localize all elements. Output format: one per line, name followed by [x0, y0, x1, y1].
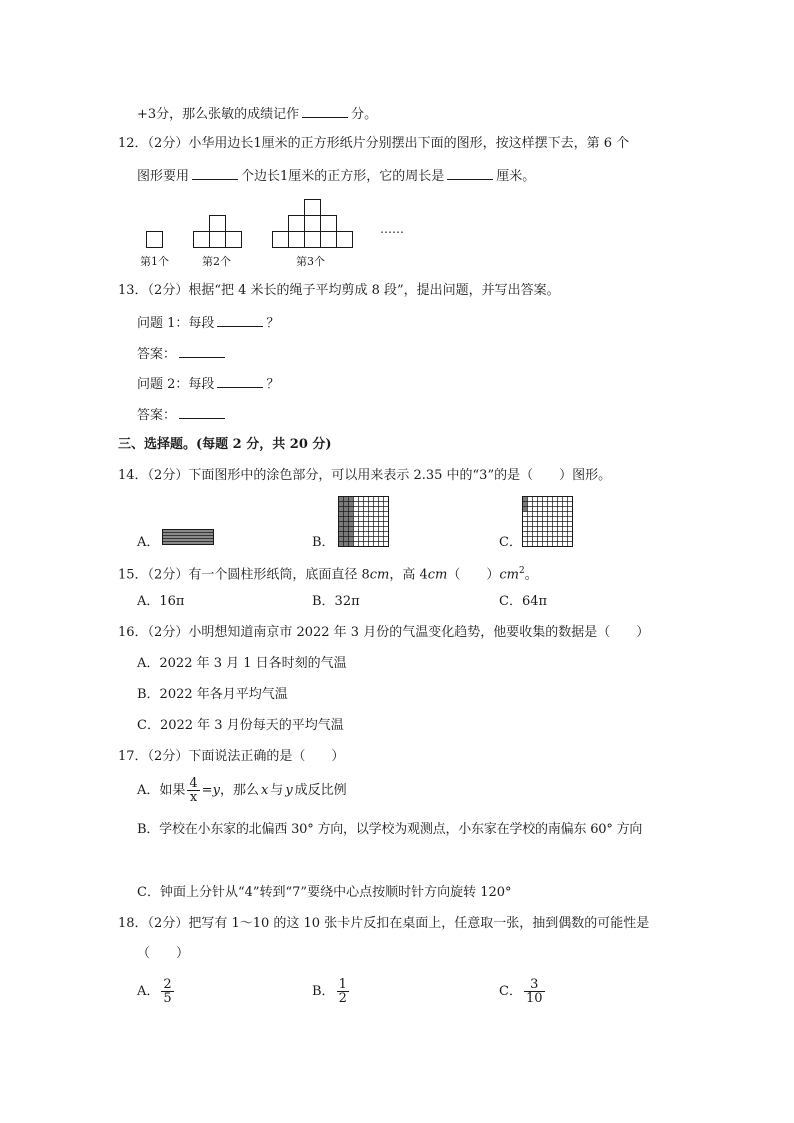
grid-cell: [558, 502, 563, 507]
grid-cell: [543, 527, 548, 532]
grid-cell: [543, 507, 548, 512]
grid-cell: [364, 507, 369, 512]
figure-label-1: 第1个: [140, 255, 169, 268]
grid-cell: [543, 497, 548, 502]
grid-cell: [558, 527, 563, 532]
grid-cell: [349, 522, 354, 527]
grid-cell: [374, 517, 379, 522]
grid-cell: [523, 537, 528, 542]
square-tile: [226, 232, 242, 248]
grid-cell: [349, 512, 354, 517]
q11-line: +3分，那么张敏的成绩记作 分。: [137, 104, 377, 124]
grid-cell: [568, 532, 573, 537]
grid-cell: [349, 527, 354, 532]
grid-cell: [543, 537, 548, 542]
grid-cell: [349, 507, 354, 512]
grid-cell: [369, 502, 374, 507]
grid-cell: [364, 532, 369, 537]
grid-cell: [563, 512, 568, 517]
grid-cell: [553, 532, 558, 537]
grid-cell: [553, 522, 558, 527]
grid-cell: [548, 512, 553, 517]
grid-cell: [548, 532, 553, 537]
grid-cell: [528, 512, 533, 517]
grid-cell: [523, 512, 528, 517]
grid-cell: [339, 527, 344, 532]
grid-cell: [354, 507, 359, 512]
grid-cell: [558, 542, 563, 547]
square-tile: [210, 216, 226, 232]
grid-cell: [374, 537, 379, 542]
figure-label-2: 第2个: [202, 255, 231, 268]
grid-cell: [339, 502, 344, 507]
grid-cell: [553, 507, 558, 512]
grid-cell: [344, 497, 349, 502]
grid-cell: [354, 502, 359, 507]
grid-cell: [369, 542, 374, 547]
grid-cell: [543, 502, 548, 507]
grid-cell: [553, 517, 558, 522]
q16-option-a[interactable]: A．2022 年 3 月 1 日各时刻的气温: [137, 656, 347, 671]
q18-stem: 18．（2分）把写有 1～10 的这 10 张卡片反扣在桌面上，任意取一张，抽到偶数的可能性是: [118, 916, 650, 931]
square-tile: [210, 232, 226, 248]
grid-cell: [533, 497, 538, 502]
q16-stem: 16．（2分）小明想知道南京市 2022 年 3 月份的气温变化趋势，他要收集的数据是（ ）: [118, 625, 650, 640]
grid-cell: [369, 522, 374, 527]
grid-cell: [558, 532, 563, 537]
grid-cell: [379, 507, 384, 512]
q18-paren: （ ）: [137, 946, 190, 961]
grid-cell: [523, 542, 528, 547]
grid-cell: [538, 517, 543, 522]
option-b-hundred-grid[interactable]: [338, 496, 390, 548]
square-tile: [289, 216, 305, 232]
grid-cell: [533, 512, 538, 517]
grid-cell: [344, 527, 349, 532]
grid-cell: [548, 537, 553, 542]
grid-cell: [563, 507, 568, 512]
q13-stem: 13．（2分）根据“把 4 米长的绳子平均剪成 8 段”，提出问题，并写出答案。: [118, 283, 560, 298]
grid-cell: [553, 502, 558, 507]
grid-cell: [523, 532, 528, 537]
grid-cell: [384, 502, 389, 507]
grid-cell: [364, 542, 369, 547]
grid-cell: [548, 502, 553, 507]
grid-cell: [379, 512, 384, 517]
grid-cell: [553, 527, 558, 532]
q12-stem: 12．（2分）小华用边长1厘米的正方形纸片分别摆出下面的图形，按这样摆下去，第 6 个: [118, 136, 630, 151]
grid-cell: [364, 517, 369, 522]
grid-cell: [374, 497, 379, 502]
grid-cell: [548, 507, 553, 512]
grid-cell: [523, 517, 528, 522]
grid-cell: [349, 497, 354, 502]
grid-cell: [538, 532, 543, 537]
grid-cell: [568, 497, 573, 502]
grid-cell: [533, 507, 538, 512]
grid-cell: [369, 512, 374, 517]
grid-cell: [568, 527, 573, 532]
ellipsis: ……: [380, 222, 404, 236]
grid-cell: [369, 507, 374, 512]
grid-cell: [369, 497, 374, 502]
grid-cell: [528, 517, 533, 522]
grid-cell: [384, 542, 389, 547]
grid-cell: [384, 512, 389, 517]
grid-cell: [533, 522, 538, 527]
grid-cell: [374, 542, 379, 547]
square-tile: [305, 216, 321, 232]
grid-cell: [354, 527, 359, 532]
q14-option-c-label[interactable]: C．: [499, 535, 522, 550]
grid-cell: [349, 542, 354, 547]
square-tile: [305, 232, 321, 248]
grid-cell: [374, 512, 379, 517]
grid-cell: [344, 502, 349, 507]
grid-cell: [359, 532, 364, 537]
grid-cell: [563, 522, 568, 527]
grid-cell: [568, 512, 573, 517]
grid-cell: [359, 517, 364, 522]
grid-cell: [359, 512, 364, 517]
grid-cell: [533, 527, 538, 532]
grid-cell: [548, 517, 553, 522]
grid-cell: [379, 532, 384, 537]
grid-cell: [548, 527, 553, 532]
grid-cell: [553, 542, 558, 547]
grid-cell: [344, 537, 349, 542]
q14-stem: 14．（2分）下面图形中的涂色部分，可以用来表示 2.35 中的“3”的是（ ）图形。: [118, 468, 612, 483]
grid-cell: [523, 502, 528, 507]
grid-cell: [543, 517, 548, 522]
answer-blank[interactable]: [217, 374, 263, 388]
grid-cell: [528, 522, 533, 527]
grid-cell: [384, 532, 389, 537]
q17-option-b[interactable]: B．学校在小东家的北偏西 30° 方向，以学校为观测点，小东家在学校的南偏东 60° 方向: [137, 822, 643, 837]
grid-cell: [369, 532, 374, 537]
grid-cell: [548, 522, 553, 527]
grid-cell: [339, 537, 344, 542]
grid-cell: [538, 507, 543, 512]
square-tile: [321, 232, 337, 248]
grid-cell: [354, 542, 359, 547]
grid-cell: [344, 517, 349, 522]
grid-cell: [359, 502, 364, 507]
grid-cell: [528, 507, 533, 512]
square-tile: [147, 232, 163, 248]
grid-cell: [354, 517, 359, 522]
grid-cell: [553, 497, 558, 502]
grid-cell: [359, 507, 364, 512]
q15-option-c[interactable]: C．64π: [499, 594, 548, 609]
q15-stem: 15．（2分）有一个圆柱形纸筒，底面直径 8cm，高 4cm（ ）$cm^2$。: [118, 566, 538, 583]
grid-cell: [364, 522, 369, 527]
grid-cell: [364, 502, 369, 507]
grid-cell: [339, 512, 344, 517]
grid-cell: [339, 517, 344, 522]
grid-cell: [384, 522, 389, 527]
grid-cell: [543, 532, 548, 537]
grid-cell: [523, 522, 528, 527]
square-tile: [273, 232, 289, 248]
grid-cell: [568, 507, 573, 512]
grid-cell: [528, 527, 533, 532]
grid-cell: [563, 527, 568, 532]
grid-cell: [384, 517, 389, 522]
grid-cell: [359, 537, 364, 542]
grid-cell: [563, 502, 568, 507]
answer-blank[interactable]: [447, 166, 493, 180]
answer-blank[interactable]: [179, 405, 225, 419]
grid-cell: [523, 527, 528, 532]
grid-cell: [538, 542, 543, 547]
grid-cell: [548, 542, 553, 547]
grid-cell: [533, 542, 538, 547]
grid-cell: [528, 497, 533, 502]
grid-cell: [349, 537, 354, 542]
grid-cell: [339, 532, 344, 537]
grid-cell: [538, 512, 543, 517]
grid-cell: [374, 522, 379, 527]
q13-question-1: 问题 1：每段 ？: [137, 313, 279, 333]
grid-cell: [359, 542, 364, 547]
grid-cell: [538, 537, 543, 542]
grid-cell: [349, 502, 354, 507]
grid-cell: [349, 532, 354, 537]
answer-blank[interactable]: [192, 166, 238, 180]
grid-cell: [344, 532, 349, 537]
answer-blank[interactable]: [179, 344, 225, 358]
q18-option-c[interactable]: C． $\frac{3}{10}$: [499, 977, 543, 1006]
grid-cell: [558, 522, 563, 527]
grid-cell: [543, 522, 548, 527]
q18-option-b[interactable]: B． $\frac{1}{2}$: [312, 977, 347, 1006]
q18-option-a[interactable]: A． $\frac{2}{5}$: [137, 977, 172, 1006]
grid-cell: [384, 537, 389, 542]
grid-cell: [339, 542, 344, 547]
grid-cell: [339, 497, 344, 502]
grid-cell: [528, 537, 533, 542]
grid-cell: [558, 497, 563, 502]
q16-option-b[interactable]: B．2022 年各月平均气温: [137, 687, 288, 702]
grid-cell: [528, 542, 533, 547]
grid-cell: [533, 517, 538, 522]
square-tile: [194, 232, 210, 248]
grid-cell: [558, 537, 563, 542]
grid-cell: [369, 527, 374, 532]
grid-cell: [354, 522, 359, 527]
grid-cell: [339, 522, 344, 527]
grid-cell: [528, 532, 533, 537]
q13-answer-1: 答案：: [137, 344, 228, 364]
grid-cell: [364, 537, 369, 542]
grid-cell: [359, 527, 364, 532]
grid-cell: [523, 507, 528, 512]
grid-cell: [344, 512, 349, 517]
q15-option-b[interactable]: B．32π: [312, 594, 360, 609]
q14-option-b-label[interactable]: B．: [312, 535, 335, 550]
grid-cell: [379, 542, 384, 547]
section-title: 三、选择题。(每题 2 分，共 20 分): [118, 437, 332, 452]
square-tile: [337, 232, 353, 248]
grid-cell: [374, 502, 379, 507]
q17-option-c[interactable]: C．钟面上分针从“4”转到“7”要绕中心点按顺时针方向旋转 120°: [137, 885, 512, 900]
q13-question-2: 问题 2：每段 ？: [137, 374, 279, 394]
q14-option-a-label[interactable]: A．: [137, 535, 160, 550]
grid-cell: [379, 522, 384, 527]
grid-cell: [354, 497, 359, 502]
grid-cell: [364, 527, 369, 532]
grid-cell: [533, 532, 538, 537]
grid-cell: [553, 537, 558, 542]
grid-cell: [538, 527, 543, 532]
grid-cell: [379, 537, 384, 542]
grid-cell: [354, 512, 359, 517]
grid-cell: [364, 512, 369, 517]
grid-cell: [354, 532, 359, 537]
grid-cell: [563, 497, 568, 502]
figure-label-3: 第3个: [296, 255, 325, 268]
grid-cell: [568, 502, 573, 507]
grid-cell: [374, 507, 379, 512]
grid-cell: [538, 502, 543, 507]
grid-cell: [548, 497, 553, 502]
q17-stem: 17．（2分）下面说法正确的是（ ）: [118, 749, 345, 764]
square-tile: [305, 200, 321, 216]
grid-cell: [379, 517, 384, 522]
grid-cell: [354, 537, 359, 542]
fraction: $\frac{1}{2}$: [338, 977, 347, 1006]
grid-cell: [379, 497, 384, 502]
grid-cell: [558, 517, 563, 522]
q15-option-a[interactable]: A．16π: [137, 594, 185, 609]
grid-cell: [568, 517, 573, 522]
grid-cell: [374, 532, 379, 537]
grid-cell: [543, 542, 548, 547]
fraction: $\frac{2}{5}$: [163, 977, 172, 1006]
grid-cell: [374, 527, 379, 532]
grid-cell: [528, 502, 533, 507]
grid-cell: [369, 537, 374, 542]
q17-option-a[interactable]: A．如果 $\frac{4}{x}$ =y，那么 x 与 y 成反比例: [137, 776, 347, 805]
grid-cell: [344, 507, 349, 512]
grid-cell: [349, 517, 354, 522]
grid-cell: [563, 542, 568, 547]
grid-cell: [538, 497, 543, 502]
grid-cell: [344, 542, 349, 547]
grid-cell: [563, 532, 568, 537]
grid-cell: [558, 507, 563, 512]
q13-answer-2: 答案：: [137, 405, 228, 425]
grid-cell: [538, 522, 543, 527]
grid-cell: [558, 512, 563, 517]
grid-cell: [379, 502, 384, 507]
grid-cell: [523, 497, 528, 502]
grid-cell: [339, 507, 344, 512]
square-tile: [321, 216, 337, 232]
grid-cell: [379, 527, 384, 532]
grid-cell: [533, 537, 538, 542]
answer-blank[interactable]: [302, 104, 348, 118]
grid-cell: [563, 517, 568, 522]
square-tile: [289, 232, 305, 248]
fraction: $\frac{4}{x}$: [189, 776, 198, 805]
grid-cell: [568, 537, 573, 542]
grid-cell: [553, 512, 558, 517]
grid-cell: [384, 497, 389, 502]
grid-cell: [533, 502, 538, 507]
option-c-hundred-grid[interactable]: [522, 496, 574, 548]
grid-cell: [568, 522, 573, 527]
grid-cell: [344, 522, 349, 527]
grid-cell: [384, 527, 389, 532]
answer-blank[interactable]: [217, 313, 263, 327]
grid-cell: [563, 537, 568, 542]
grid-cell: [359, 522, 364, 527]
grid-cell: [369, 517, 374, 522]
option-a-striped-rect[interactable]: [162, 529, 216, 547]
q12-stem-line2: 图形要用 个边长1厘米的正方形，它的周长是 厘米。: [137, 166, 535, 186]
grid-cell: [568, 542, 573, 547]
fraction: $\frac{3}{10}$: [525, 977, 543, 1006]
q16-option-c[interactable]: C．2022 年 3 月份每天的平均气温: [137, 718, 344, 733]
grid-cell: [359, 497, 364, 502]
grid-cell: [543, 512, 548, 517]
grid-cell: [384, 507, 389, 512]
grid-cell: [364, 497, 369, 502]
